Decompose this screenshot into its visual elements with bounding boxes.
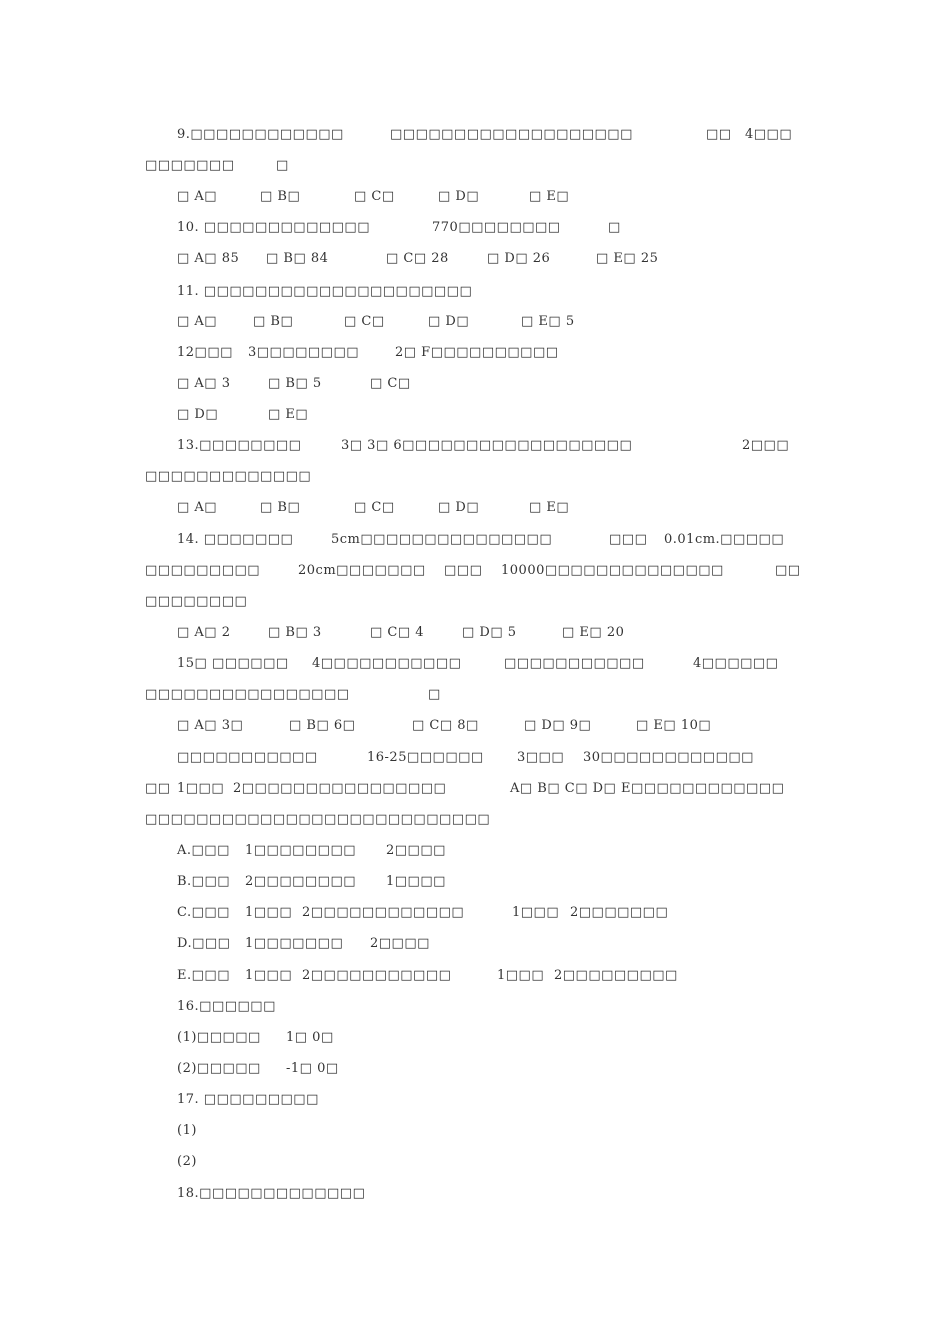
text-segment: 16-25□□□□□□: [367, 750, 484, 765]
text-segment: □ C□ 28: [386, 251, 449, 266]
text-segment: 2□□□□: [386, 843, 446, 858]
text-segment: □ B□ 5: [268, 376, 322, 391]
text-segment: □ D□ 26: [487, 251, 551, 266]
text-segment: □ A□ 3: [177, 376, 231, 391]
text-segment: 11. □□□□□□□□□□□□□□□□□□□□□: [177, 284, 473, 299]
text-segment: 12□□□: [177, 345, 233, 360]
text-segment: 2□□□□□□□□□□□□□□□□: [233, 781, 447, 796]
text-segment: 16.□□□□□□: [177, 999, 276, 1014]
text-segment: □□: [775, 563, 801, 578]
text-segment: □ E□ 5: [521, 314, 575, 329]
text-segment: □: [608, 220, 621, 235]
text-segment: □ B□: [260, 189, 301, 204]
text-segment: □ C□: [370, 376, 411, 391]
text-segment: □ D□: [177, 407, 219, 422]
text-line: [0, 530, 950, 550]
text-segment: □□: [145, 781, 171, 796]
text-segment: 1□□□: [512, 905, 560, 920]
text-segment: □ A□: [177, 314, 218, 329]
text-segment: A.□□□: [177, 843, 230, 858]
text-segment: 13.□□□□□□□□: [177, 438, 302, 453]
text-line: [0, 934, 950, 954]
text-segment: (1)□□□□□: [177, 1030, 261, 1045]
text-segment: □ B□ 6□: [289, 718, 356, 733]
text-line: [0, 966, 950, 986]
text-segment: 2□ F□□□□□□□□□□: [395, 345, 559, 360]
text-segment: □□□: [444, 563, 483, 578]
text-segment: 0.01cm.□□□□□: [664, 532, 785, 547]
text-segment: 3□□□□□□□□: [248, 345, 360, 360]
text-segment: □□□: [609, 532, 648, 547]
text-segment: 1□□□□: [386, 874, 446, 889]
text-segment: □□□□□□□□□□□□□: [145, 469, 312, 484]
text-line: [0, 125, 950, 145]
text-line: [0, 748, 950, 768]
text-line: [0, 779, 950, 799]
text-segment: 18.□□□□□□□□□□□□□: [177, 1186, 366, 1201]
text-segment: 2□□□: [742, 438, 790, 453]
text-segment: □□□□□□□□□: [145, 563, 261, 578]
text-line: [0, 810, 950, 830]
text-segment: A□ B□ C□ D□ E□□□□□□□□□□□□: [510, 781, 785, 796]
text-line: [0, 903, 950, 923]
text-segment: □ A□ 2: [177, 625, 231, 640]
text-segment: □ D□ 9□: [524, 718, 592, 733]
text-segment: □ B□: [260, 500, 301, 515]
text-segment: □: [276, 158, 289, 173]
text-segment: 2□□□□□□□□□□□: [302, 968, 452, 983]
text-line: [0, 1152, 950, 1172]
text-segment: 9.□□□□□□□□□□□□: [177, 127, 344, 142]
text-segment: □ B□: [253, 314, 294, 329]
text-line: [0, 1028, 950, 1048]
text-segment: □ E□: [529, 189, 570, 204]
text-line: [0, 187, 950, 207]
text-segment: 2□□□□□□□□: [245, 874, 357, 889]
text-segment: □ D□: [438, 189, 480, 204]
text-segment: □ E□ 10□: [636, 718, 712, 733]
text-segment: □ E□: [268, 407, 309, 422]
text-line: [0, 592, 950, 612]
text-segment: □ C□: [354, 189, 395, 204]
text-segment: C.□□□: [177, 905, 230, 920]
text-segment: 1□□□□□□□□: [245, 843, 357, 858]
text-segment: -1□ 0□: [286, 1061, 339, 1076]
text-segment: □ A□ 3□: [177, 718, 244, 733]
text-segment: D.□□□: [177, 936, 231, 951]
text-segment: □□: [706, 127, 732, 142]
text-segment: 5cm□□□□□□□□□□□□□□□: [331, 532, 553, 547]
text-segment: 4□□□□□□: [693, 656, 779, 671]
text-segment: 4□□□: [745, 127, 793, 142]
text-line: [0, 436, 950, 456]
text-line: [0, 623, 950, 643]
text-segment: 2□□□□: [370, 936, 430, 951]
text-segment: □□□□□□□□□□□□□□□□□□□□□□□□□□□: [145, 812, 491, 827]
text-line: [0, 1090, 950, 1110]
text-segment: □ A□: [177, 189, 218, 204]
text-segment: □ E□ 25: [596, 251, 659, 266]
text-segment: □ A□: [177, 500, 218, 515]
text-line: [0, 467, 950, 487]
text-line: [0, 374, 950, 394]
text-segment: □ D□ 5: [462, 625, 517, 640]
text-line: [0, 685, 950, 705]
text-line: [0, 716, 950, 736]
text-line: [0, 561, 950, 581]
text-line: [0, 1121, 950, 1141]
text-segment: □ D□: [438, 500, 480, 515]
text-line: [0, 156, 950, 176]
text-line: [0, 1059, 950, 1079]
text-segment: □ D□: [428, 314, 470, 329]
text-segment: 1□□□□□□□: [245, 936, 344, 951]
text-line: [0, 343, 950, 363]
text-segment: 2□□□□□□□: [570, 905, 669, 920]
text-segment: 17. □□□□□□□□□: [177, 1092, 319, 1107]
text-segment: □□□□□□□□□□□□□□□□□□□: [390, 127, 633, 142]
text-line: [0, 312, 950, 332]
text-segment: 1□□□: [177, 781, 225, 796]
text-segment: □ C□: [354, 500, 395, 515]
text-line: [0, 997, 950, 1017]
text-segment: 10. □□□□□□□□□□□□□: [177, 220, 370, 235]
text-line: [0, 841, 950, 861]
text-segment: □ A□ 85: [177, 251, 240, 266]
text-segment: 2□□□□□□□□□: [554, 968, 678, 983]
text-segment: □ B□ 3: [268, 625, 322, 640]
text-segment: (2)□□□□□: [177, 1061, 261, 1076]
text-segment: □: [428, 687, 441, 702]
text-segment: 30□□□□□□□□□□□□: [583, 750, 754, 765]
text-segment: □ B□ 84: [266, 251, 329, 266]
text-segment: 1□□□: [245, 905, 293, 920]
text-segment: □□□□□□□: [145, 158, 235, 173]
text-line: [0, 249, 950, 269]
text-segment: E.□□□: [177, 968, 230, 983]
text-segment: 770□□□□□□□□: [432, 220, 561, 235]
text-line: [0, 1184, 950, 1204]
text-segment: □□□□□□□□□□□: [177, 750, 318, 765]
text-segment: □ C□ 4: [370, 625, 425, 640]
text-line: [0, 498, 950, 518]
text-segment: □ C□: [344, 314, 385, 329]
text-segment: (2): [177, 1154, 197, 1169]
text-line: [0, 872, 950, 892]
text-segment: 15□ □□□□□□: [177, 656, 289, 671]
text-segment: □ E□: [529, 500, 570, 515]
text-segment: 10000□□□□□□□□□□□□□□: [501, 563, 724, 578]
text-segment: 4□□□□□□□□□□□: [312, 656, 462, 671]
text-segment: □□□□□□□□□□□□□□□□: [145, 687, 350, 702]
text-segment: 1□□□: [245, 968, 293, 983]
text-segment: □□□□□□□□: [145, 594, 248, 609]
text-segment: 20cm□□□□□□□: [298, 563, 426, 578]
text-segment: □□□□□□□□□□□: [504, 656, 645, 671]
text-segment: 3□ 3□ 6□□□□□□□□□□□□□□□□□□: [341, 438, 633, 453]
text-segment: 14. □□□□□□□: [177, 532, 294, 547]
text-segment: 1□ 0□: [286, 1030, 334, 1045]
text-segment: □ E□ 20: [562, 625, 625, 640]
text-line: [0, 405, 950, 425]
text-segment: (1): [177, 1123, 197, 1138]
text-line: [0, 282, 950, 302]
text-segment: B.□□□: [177, 874, 231, 889]
text-segment: 1□□□: [497, 968, 545, 983]
text-line: [0, 654, 950, 674]
text-segment: □ C□ 8□: [412, 718, 479, 733]
text-line: [0, 218, 950, 238]
text-segment: 2□□□□□□□□□□□□: [302, 905, 465, 920]
text-segment: 3□□□: [517, 750, 565, 765]
